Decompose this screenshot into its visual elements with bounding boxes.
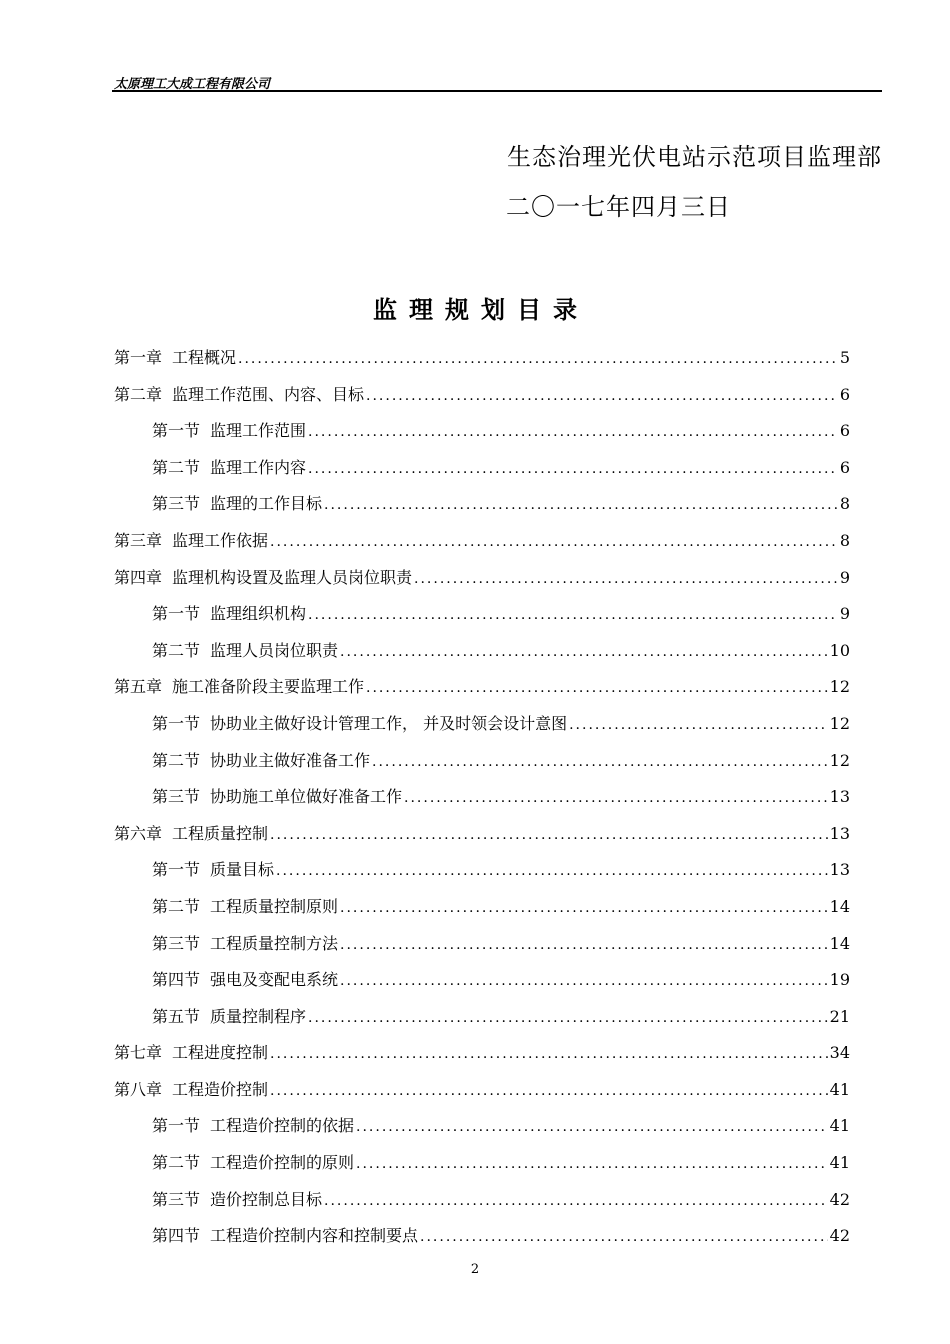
toc-entry-page: 9 bbox=[839, 604, 850, 624]
toc-leader-dots bbox=[372, 744, 828, 780]
toc-leader-dots bbox=[420, 1219, 828, 1255]
toc-entry-page: 9 bbox=[839, 567, 850, 587]
toc-entry-number: 第三节 bbox=[152, 494, 201, 514]
toc-leader-dots bbox=[340, 927, 828, 963]
toc-entry[interactable] bbox=[114, 816, 850, 853]
toc-leader-dots bbox=[308, 414, 838, 450]
toc-entry-number: 第二节 bbox=[152, 896, 201, 916]
toc-entry-number: 第二节 bbox=[152, 640, 201, 660]
toc-entry-number: 第三节 bbox=[152, 933, 201, 953]
toc-entry[interactable] bbox=[114, 852, 850, 889]
toc-entry-page: 6 bbox=[839, 421, 850, 441]
toc-entry[interactable] bbox=[114, 1072, 850, 1109]
toc-entry[interactable] bbox=[114, 523, 850, 560]
header-rule bbox=[112, 90, 882, 92]
toc-entry-page: 5 bbox=[839, 348, 850, 367]
toc-entry-label: 质量目标 bbox=[210, 860, 275, 880]
toc-entry-label: 监理工作依据 bbox=[172, 530, 269, 550]
toc-entry-page: 19 bbox=[829, 970, 850, 990]
toc-entry-page: 8 bbox=[839, 530, 850, 550]
toc-entry-page: 13 bbox=[829, 787, 850, 807]
toc-leader-dots bbox=[276, 853, 828, 889]
toc-leader-dots bbox=[238, 341, 838, 377]
toc-entry[interactable] bbox=[114, 560, 850, 597]
toc-entry-label: 施工准备阶段主要监理工作 bbox=[172, 677, 365, 697]
toc-leader-dots bbox=[356, 1146, 828, 1182]
toc-entry[interactable] bbox=[114, 779, 850, 816]
toc-entry[interactable] bbox=[114, 926, 850, 963]
toc-entry[interactable] bbox=[114, 889, 850, 926]
table-of-contents bbox=[114, 340, 850, 1255]
toc-leader-dots bbox=[324, 487, 838, 523]
toc-entry-number: 第一节 bbox=[152, 860, 201, 880]
toc-title: 监理规划目录 bbox=[373, 295, 589, 324]
toc-entry-number: 第六章 bbox=[114, 823, 163, 843]
toc-entry-label: 协助业主做好设计管理工作， 并及时领会设计意图 bbox=[210, 713, 568, 733]
toc-entry-page: 41 bbox=[829, 1153, 850, 1173]
toc-leader-dots bbox=[308, 597, 838, 633]
toc-entry-number: 第四节 bbox=[152, 970, 201, 990]
toc-entry-page: 12 bbox=[829, 713, 850, 733]
toc-leader-dots bbox=[324, 1183, 828, 1219]
toc-entry-number: 第二节 bbox=[152, 1153, 201, 1173]
toc-entry[interactable] bbox=[114, 377, 850, 414]
toc-entry[interactable] bbox=[114, 1035, 850, 1072]
toc-entry-number: 第五章 bbox=[114, 677, 163, 697]
toc-entry-number: 第三节 bbox=[152, 1189, 201, 1209]
toc-entry-page: 42 bbox=[829, 1226, 850, 1246]
toc-leader-dots bbox=[340, 634, 828, 670]
toc-leader-dots bbox=[414, 561, 838, 597]
toc-leader-dots bbox=[270, 1036, 828, 1072]
toc-entry[interactable] bbox=[114, 486, 850, 523]
toc-leader-dots bbox=[340, 963, 828, 999]
document-date: 二〇一七年四月三日 bbox=[506, 193, 731, 221]
toc-entry-label: 工程概况 bbox=[172, 348, 237, 367]
toc-entry-page: 34 bbox=[829, 1043, 850, 1063]
toc-entry-label: 工程造价控制的原则 bbox=[210, 1153, 355, 1173]
toc-entry[interactable] bbox=[114, 340, 850, 377]
toc-entry-number: 第一节 bbox=[152, 421, 201, 441]
toc-leader-dots bbox=[356, 1109, 828, 1145]
toc-leader-dots bbox=[366, 670, 828, 706]
toc-leader-dots bbox=[366, 378, 838, 414]
toc-entry[interactable] bbox=[114, 962, 850, 999]
toc-entry[interactable] bbox=[114, 413, 850, 450]
toc-entry-number: 第七章 bbox=[114, 1043, 163, 1063]
toc-entry-label: 造价控制总目标 bbox=[210, 1189, 323, 1209]
toc-leader-dots bbox=[308, 451, 838, 487]
toc-entry-label: 监理组织机构 bbox=[210, 604, 307, 624]
toc-leader-dots bbox=[340, 890, 828, 926]
toc-entry-number: 第五节 bbox=[152, 1006, 201, 1026]
toc-entry-page: 10 bbox=[829, 640, 850, 660]
toc-leader-dots bbox=[270, 524, 838, 560]
toc-entry-page: 8 bbox=[839, 494, 850, 514]
toc-entry-label: 监理工作内容 bbox=[210, 457, 307, 477]
toc-entry-label: 协助业主做好准备工作 bbox=[210, 750, 371, 770]
toc-entry[interactable] bbox=[114, 669, 850, 706]
toc-entry-page: 41 bbox=[829, 1079, 850, 1099]
toc-entry-page: 6 bbox=[839, 457, 850, 477]
organization-name: 生态治理光伏电站示范项目监理部 bbox=[507, 143, 882, 171]
toc-entry[interactable] bbox=[114, 1145, 850, 1182]
toc-entry-label: 工程质量控制原则 bbox=[210, 896, 339, 916]
toc-entry-label: 监理工作范围 bbox=[210, 421, 307, 441]
toc-entry-page: 14 bbox=[829, 896, 850, 916]
toc-entry-label: 监理机构设置及监理人员岗位职责 bbox=[172, 567, 413, 587]
toc-entry[interactable] bbox=[114, 999, 850, 1036]
toc-entry-number: 第一章 bbox=[114, 348, 163, 367]
toc-entry-number: 第二节 bbox=[152, 457, 201, 477]
toc-entry-number: 第二章 bbox=[114, 384, 163, 404]
toc-entry-number: 第一节 bbox=[152, 604, 201, 624]
toc-entry-number: 第三章 bbox=[114, 530, 163, 550]
toc-entry-number: 第二节 bbox=[152, 750, 201, 770]
toc-entry[interactable] bbox=[114, 706, 850, 743]
toc-entry-page: 12 bbox=[829, 677, 850, 697]
toc-leader-dots bbox=[569, 707, 828, 743]
toc-entry-page: 12 bbox=[829, 750, 850, 770]
toc-entry-label: 监理工作范围、内容、目标 bbox=[172, 384, 365, 404]
toc-entry[interactable] bbox=[114, 596, 850, 633]
toc-entry-label: 监理的工作目标 bbox=[210, 494, 323, 514]
toc-leader-dots bbox=[270, 817, 828, 853]
toc-entry-number: 第一节 bbox=[152, 713, 201, 733]
toc-entry-label: 监理人员岗位职责 bbox=[210, 640, 339, 660]
page-number: 2 bbox=[470, 1262, 480, 1277]
toc-entry-label: 工程质量控制方法 bbox=[210, 933, 339, 953]
toc-entry-page: 41 bbox=[829, 1116, 850, 1136]
toc-entry-page: 14 bbox=[829, 933, 850, 953]
toc-entry-page: 13 bbox=[829, 823, 850, 843]
toc-entry-label: 工程质量控制 bbox=[172, 823, 269, 843]
toc-entry-label: 协助施工单位做好准备工作 bbox=[210, 787, 403, 807]
toc-entry-number: 第四章 bbox=[114, 567, 163, 587]
toc-leader-dots bbox=[308, 1000, 828, 1036]
toc-entry-label: 质量控制程序 bbox=[210, 1006, 307, 1026]
toc-entry-number: 第三节 bbox=[152, 787, 201, 807]
toc-entry-page: 42 bbox=[829, 1189, 850, 1209]
toc-entry-page: 21 bbox=[829, 1006, 850, 1026]
toc-entry-number: 第八章 bbox=[114, 1079, 163, 1099]
toc-entry[interactable] bbox=[114, 1108, 850, 1145]
header-company-name: 太原理工大成工程有限公司 bbox=[114, 77, 271, 92]
toc-entry-page: 13 bbox=[829, 860, 850, 880]
toc-leader-dots bbox=[404, 780, 828, 816]
toc-leader-dots bbox=[270, 1073, 828, 1109]
toc-entry[interactable] bbox=[114, 743, 850, 780]
toc-entry-label: 工程进度控制 bbox=[172, 1043, 269, 1063]
toc-entry[interactable] bbox=[114, 1218, 850, 1255]
toc-entry-label: 工程造价控制内容和控制要点 bbox=[210, 1226, 419, 1246]
toc-entry-label: 工程造价控制的依据 bbox=[210, 1116, 355, 1136]
toc-entry-label: 强电及变配电系统 bbox=[210, 970, 339, 990]
toc-entry-page: 6 bbox=[839, 384, 850, 404]
toc-entry[interactable] bbox=[114, 450, 850, 487]
toc-entry[interactable] bbox=[114, 1182, 850, 1219]
toc-entry-number: 第四节 bbox=[152, 1226, 201, 1246]
toc-entry-number: 第一节 bbox=[152, 1116, 201, 1136]
toc-entry[interactable] bbox=[114, 633, 850, 670]
toc-entry-label: 工程造价控制 bbox=[172, 1079, 269, 1099]
